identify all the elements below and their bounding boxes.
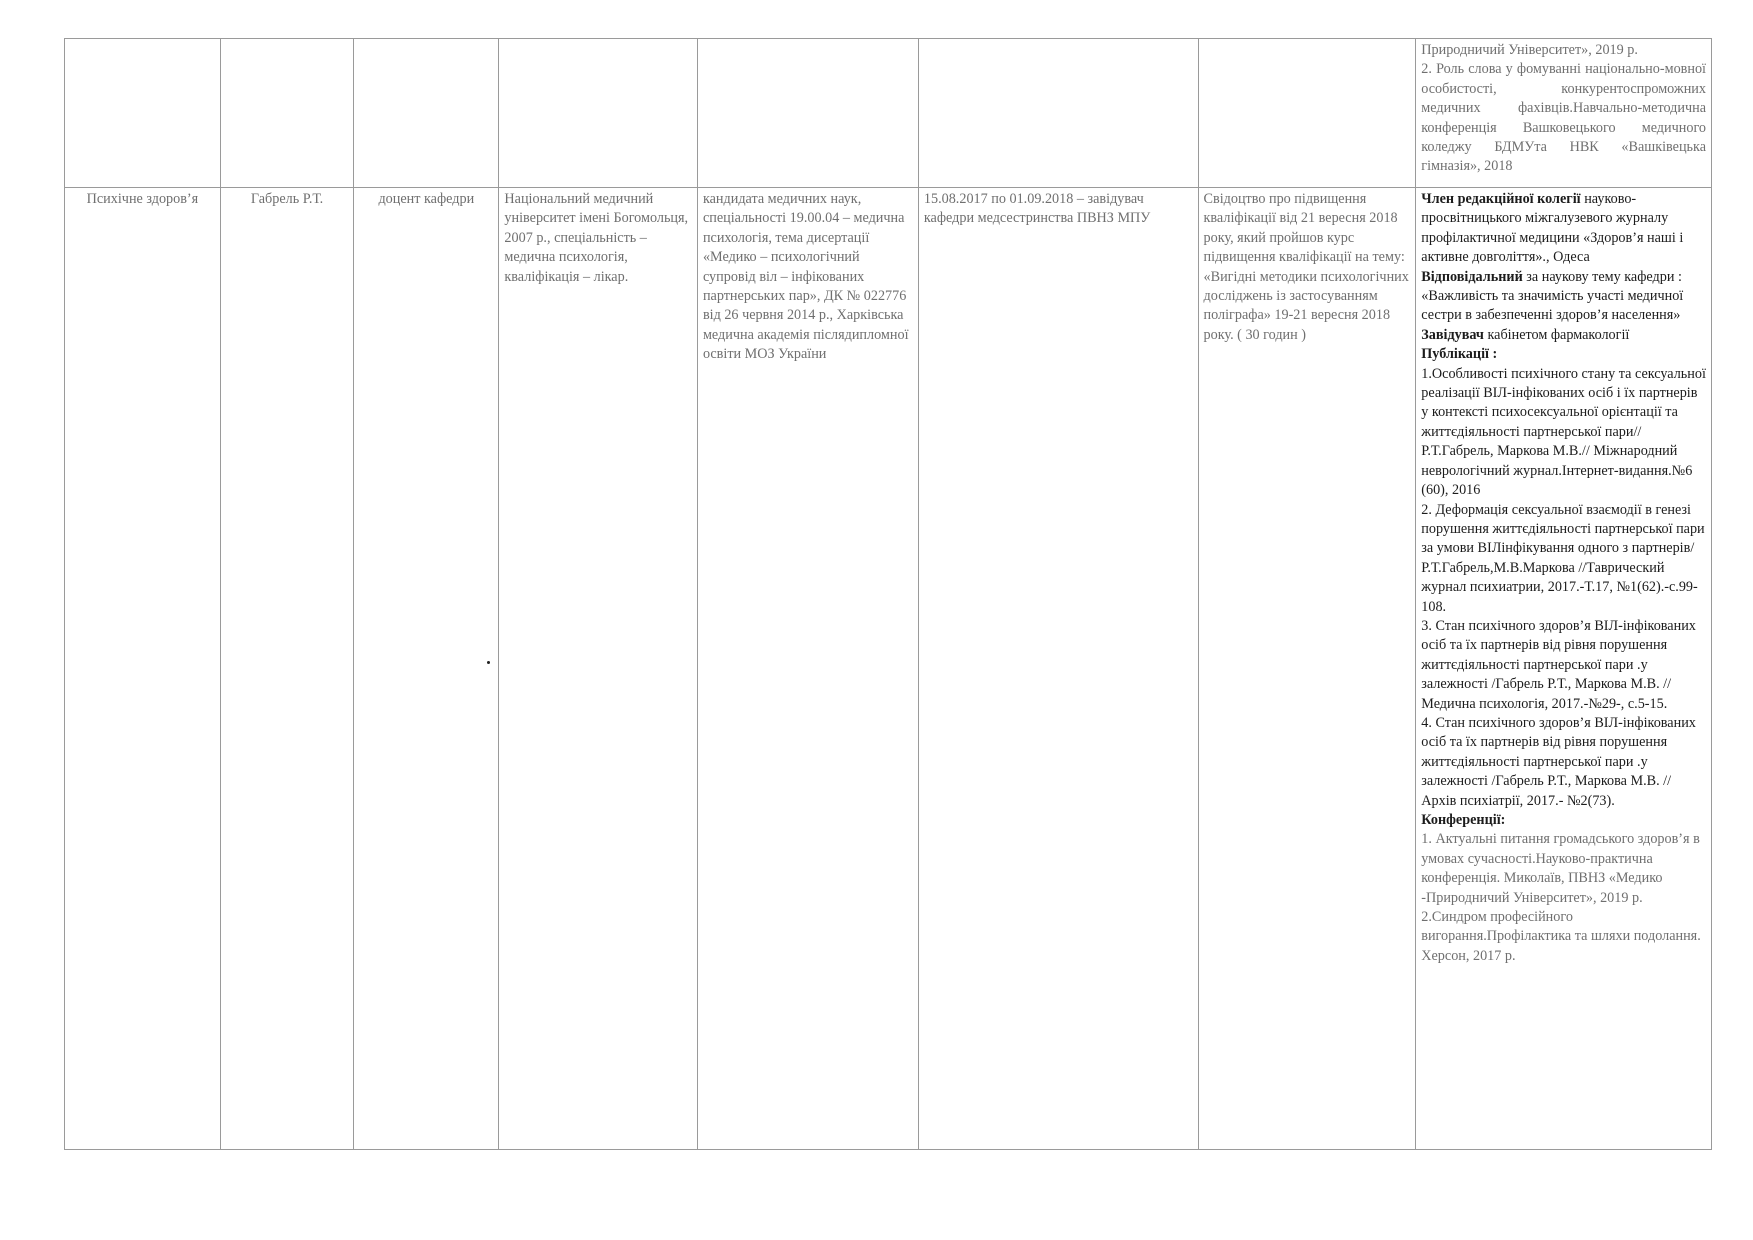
publication-item: 2. Деформація сексуальної взаємодії в генезі порушення життєдіяльності партнерської пари за умови ВІЛінфікування одного з партнерів/Р.Т.Габрель,М.В.Маркова //Таврический журнал психиатрии, 2017.-Т.17, №1(62).-с.99-108. [1421, 501, 1705, 615]
head-of-office-label: Завідувач [1421, 326, 1484, 343]
cell-subject: Психічне здоров’я [65, 188, 221, 1150]
conference-item: 1. Актуальні питання громадського здоров’я в умовах сучасності.Науково-практична конференція. Миколаїв, ПВНЗ «Медико -Природничий Університет», 2019 р. [1421, 831, 1700, 906]
conferences-heading: Конференції: [1421, 812, 1506, 828]
publication-item: 3. Стан психічного здоров’я ВІЛ-інфікованих осіб та їх партнерів від рівня порушення життєдіяльності партнерської пари .у залежності /Габрель Р.Т., Маркова М.В. //Медична психологія, 2017.-№29-, с.5-15. [1421, 617, 1696, 712]
cell-position-empty [354, 39, 499, 188]
cell-degree-empty [697, 39, 918, 188]
editorial-board-text: науково-просвітницького міжгалузевого журналу профілактичної медицини «Здоров’я наші і активне довголіття»., Одеса [1421, 191, 1684, 266]
staff-qualification-table [64, 38, 1712, 1150]
scan-speck [487, 661, 490, 664]
cell-experience: 15.08.2017 по 01.09.2018 – завідувач кафедри медсестринства ПВНЗ МПУ [918, 188, 1198, 1150]
cell-qualification: Свідоцтво про підвищення кваліфікації від 21 вересня 2018 року, який пройшов курс підвищення кваліфікації на тему: «Вигідні методики психологічних досліджень із застосуванням поліграфа» 19-21 вересня 2018 року. ( 30 годин ) [1198, 188, 1416, 1150]
cell-experience-empty [918, 39, 1198, 188]
responsible-text: за наукову тему кафедри : «Важливість та значимість участі медичної сестри в забезпеченні здоров’я населення» [1421, 268, 1684, 324]
head-of-office-entry [1421, 326, 1706, 345]
cell-activity-continued [1416, 39, 1712, 188]
continued-conference-item: 2. Роль слова у фомуванні національно-мовної особистості, конкурентоспроможних медичних фахівців.Навчально-методична конференція Вашковецького медичного коледжу БДМУта НВК «Вашківецька гімназія», 2018 [1421, 61, 1706, 175]
cell-education: Національний медичний університет імені Богомольця, 2007 р., спеціальність – медична психологія, кваліфікація – лікар. [499, 188, 698, 1150]
cell-activity [1416, 188, 1712, 1150]
publications-heading: Публікації : [1421, 346, 1498, 363]
editorial-board-label: Член редакційної колегії [1421, 191, 1581, 207]
publication-item: 1.Особливості психічного стану та сексуальної реалізації ВІЛ-інфікованих осіб і їх партнерів у контексті психосексуальної орієнтації та життєдіяльності партнерської пари// Р.Т.Габрель, Маркова М.В.// Міжнародний неврологічний журнал.Інтернет-видання.№6 (60), 2016 [1421, 365, 1706, 499]
cell-education-empty [499, 39, 698, 188]
cell-qualification-empty [1198, 39, 1416, 188]
cell-subject-empty [65, 39, 221, 188]
cell-degree: кандидата медичних наук, спеціальності 19.00.04 – медична психологія, тема дисертації «Медико – психологічний супровід віл – інфікованих партнерських пар», ДК № 022776 від 26 червня 2014 р., Харківська медична академія післядипломної освіти МОЗ України [697, 188, 918, 1150]
head-of-office-text: кабінетом фармакології [1483, 326, 1630, 343]
editorial-board-entry [1421, 190, 1706, 268]
continued-publication-tail: Природничий Університет», 2019 р. [1421, 42, 1638, 58]
table-row [65, 39, 1712, 188]
publication-item: 4. Стан психічного здоров’я ВІЛ-інфікованих осіб та їх партнерів від рівня порушення життєдіяльності партнерської пари .у залежності /Габрель Р.Т., Маркова М.В. // Архів психіатрії, 2017.- №2(73). [1421, 714, 1696, 809]
conference-item: 2.Синдром професійного вигорання.Профілактика та шляхи подолання. Херсон, 2017 р. [1421, 909, 1701, 964]
cell-position: доцент кафедри [354, 188, 499, 1150]
cell-name: Габрель Р.Т. [220, 188, 353, 1150]
table-row [65, 188, 1712, 1150]
responsible-entry [1421, 268, 1706, 326]
responsible-label: Відповідальний [1421, 268, 1523, 285]
cell-name-empty [220, 39, 353, 188]
